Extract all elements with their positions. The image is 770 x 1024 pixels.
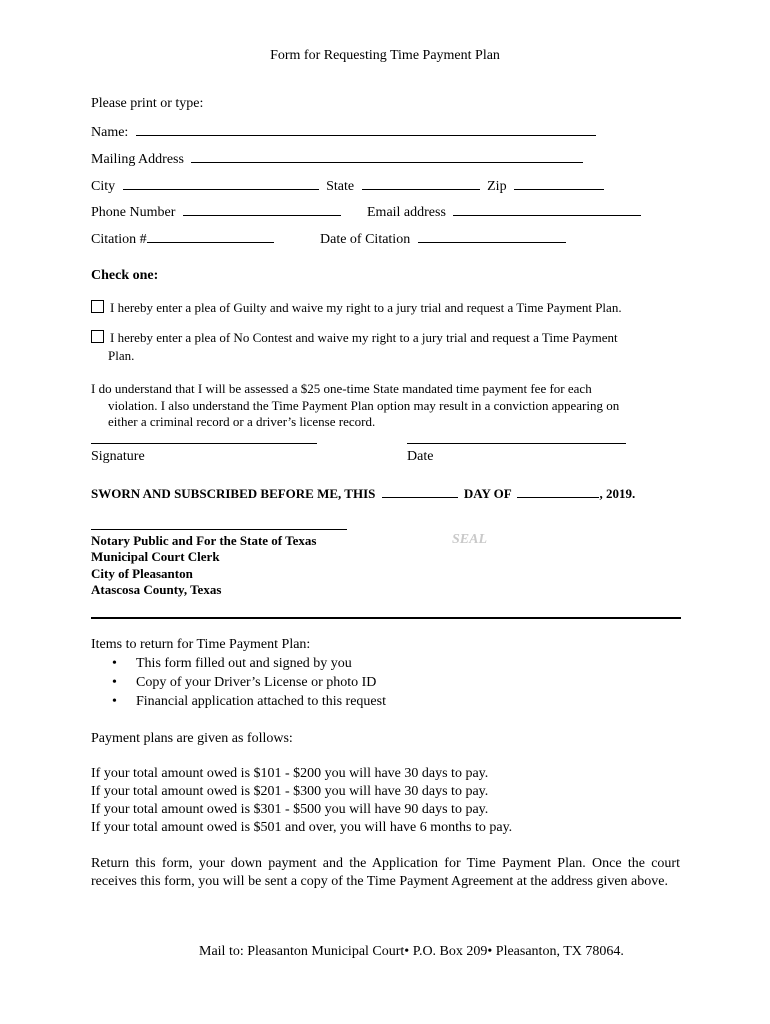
notary-line-3: City of Pleasanton: [91, 566, 193, 581]
sworn-text-3: , 2019.: [599, 486, 636, 501]
name-field[interactable]: [136, 123, 596, 136]
plan-line-4: If your total amount owed is $501 and over, you will have 6 months to pay.: [91, 820, 513, 835]
understand-line-3: either a criminal record or a driver’s license record.: [108, 414, 376, 429]
form-title: Form for Requesting Time Payment Plan: [270, 48, 500, 63]
date-label: Date: [407, 449, 434, 464]
notary-line-2: Municipal Court Clerk: [91, 549, 220, 564]
understand-line-1: I do understand that I will be assessed a $25 one-time State mandated time payment fee for each: [91, 381, 592, 396]
check-one-heading: Check one:: [91, 268, 159, 283]
citation-date-row: [320, 230, 566, 248]
item-bullet-1: • This form filled out and signed by you: [136, 656, 352, 672]
phone-label: Phone Number: [91, 205, 176, 220]
guilty-checkbox[interactable]: [91, 300, 104, 313]
city-label: City: [91, 179, 116, 194]
sworn-text-1: SWORN AND SUBSCRIBED BEFORE ME, THIS: [91, 486, 376, 501]
signature-label: Signature: [91, 449, 145, 464]
citation-label: Citation #: [91, 232, 147, 247]
print-or-type-label: Please print or type:: [91, 96, 204, 111]
plans-heading: Payment plans are given as follows:: [91, 731, 293, 746]
sworn-statement: [91, 485, 635, 502]
seal-placeholder: SEAL: [452, 532, 488, 547]
understand-line-2: violation. I also understand the Time Payment Plan option may result in a conviction appearing on: [108, 398, 620, 413]
guilty-option: [91, 300, 622, 316]
sworn-month-field[interactable]: [517, 485, 599, 498]
citation-date-label: Date of Citation: [320, 232, 411, 247]
sworn-text-2: DAY OF: [463, 486, 512, 501]
email-label: Email address: [367, 205, 446, 220]
guilty-option-text: I hereby enter a plea of Guilty and waive my right to a jury trial and request a Time Payment Plan.: [110, 300, 622, 315]
no-contest-checkbox[interactable]: [91, 330, 104, 343]
notary-line-4: Atascosa County, Texas: [91, 582, 222, 597]
mailing-address-field[interactable]: [191, 150, 583, 163]
plan-line-1: If your total amount owed is $101 - $200 you will have 30 days to pay.: [91, 766, 489, 781]
sworn-day-field[interactable]: [382, 485, 458, 498]
name-row: [91, 123, 596, 141]
phone-row: [91, 203, 341, 221]
no-contest-option-text-cont: Plan.: [108, 348, 135, 363]
return-instructions: Return this form, your down payment and the Application for Time Payment Plan. Once the court receives this form, you will be sent a copy of the Time Payment Agreement at the address given above.: [91, 856, 680, 889]
plan-line-3: If your total amount owed is $301 - $500 you will have 90 days to pay.: [91, 802, 489, 817]
city-row: [91, 177, 604, 195]
state-label: State: [326, 179, 355, 194]
state-field[interactable]: [362, 177, 480, 190]
plan-line-2: If your total amount owed is $201 - $300 you will have 30 days to pay.: [91, 784, 489, 799]
items-heading: Items to return for Time Payment Plan:: [91, 637, 311, 652]
phone-field[interactable]: [183, 203, 341, 216]
item-bullet-2: • Copy of your Driver’s License or photo ID: [136, 675, 376, 691]
email-row: [367, 203, 641, 221]
citation-date-field[interactable]: [418, 230, 566, 243]
date-line[interactable]: [407, 443, 626, 444]
zip-label: Zip: [487, 179, 507, 194]
item-bullet-3: • Financial application attached to this request: [136, 694, 386, 710]
zip-field[interactable]: [514, 177, 604, 190]
citation-field[interactable]: [147, 230, 274, 243]
mailing-address-label: Mailing Address: [91, 152, 184, 167]
notary-signature-line[interactable]: [91, 529, 347, 530]
no-contest-option-text: I hereby enter a plea of No Contest and waive my right to a jury trial and request a Time Payment: [110, 330, 618, 345]
no-contest-option: [91, 330, 618, 346]
notary-line-1: Notary Public and For the State of Texas: [91, 533, 317, 548]
citation-row: [91, 230, 274, 248]
email-field[interactable]: [453, 203, 641, 216]
name-label: Name:: [91, 125, 129, 140]
signature-line[interactable]: [91, 443, 317, 444]
mailing-address-row: [91, 150, 583, 168]
section-divider: [91, 617, 681, 619]
city-field[interactable]: [123, 177, 319, 190]
mail-to-address: Mail to: Pleasanton Municipal Court• P.O. Box 209• Pleasanton, TX 78064.: [199, 944, 624, 959]
